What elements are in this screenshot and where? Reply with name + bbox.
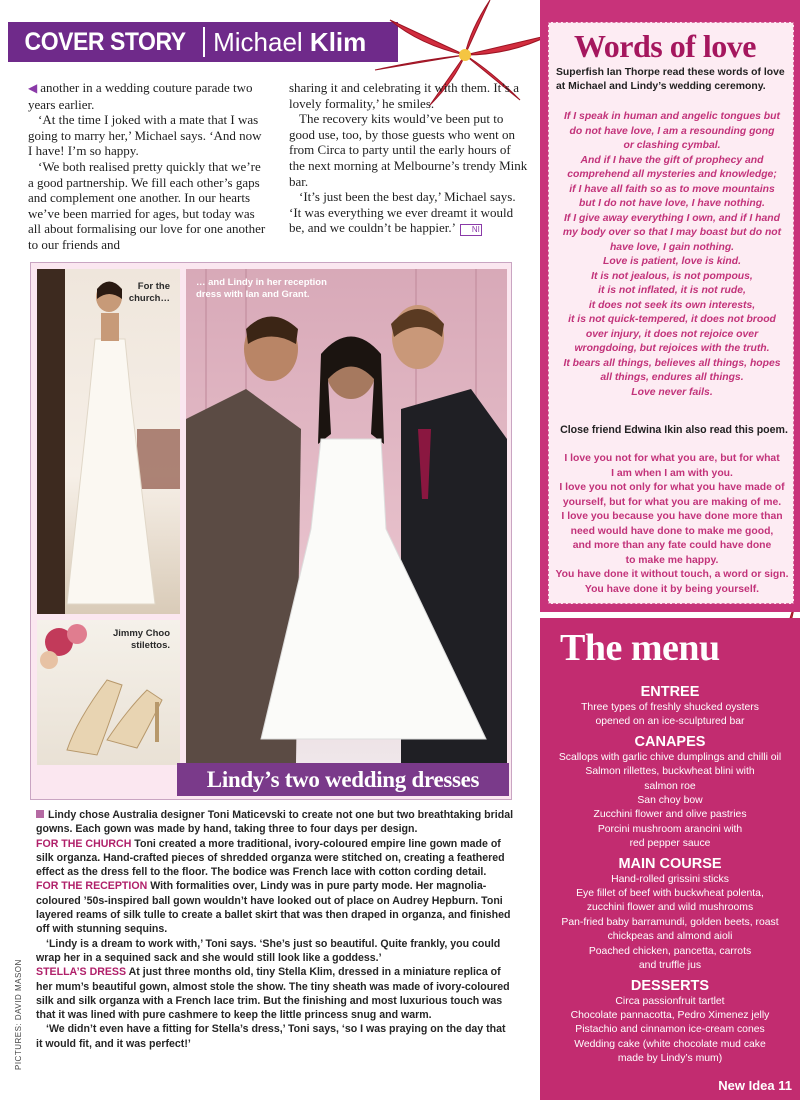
menu-item: Hand-rolled grissini sticks [611, 873, 729, 885]
menu-item: Eye fillet of beef with buckwheat polenta, [576, 888, 764, 900]
shoes-photo [37, 620, 180, 765]
church-label: FOR THE CHURCH [36, 837, 132, 850]
shoes-caption: Jimmy Choo stilettos. [112, 628, 170, 651]
menu-item: Porcini mushroom arancini with [597, 823, 743, 835]
paragraph: ◀ another in a wedding couture parade two years earlier. [28, 80, 253, 112]
article-column-1 [28, 80, 267, 253]
paragraph: The recovery kits would’ve been put to good use, too, by those guests who went on from Circa to party until the early hours of the next morning at Melbourne’s trendy Mink bar. [289, 111, 528, 189]
paragraph: Lindy chose Australia designer Toni Maticevski to create not one but two breathtaking bridal gowns. Each gown was made by hand, taking three to four days per design. FOR THE CHURCH Toni created a more traditional, ivory-coloured empire line gown made of silk organza. Hand-crafted pieces of shredded organza were stitched on, creating a feathered effect as the dress fell to the floor. The bodice was French lace with cotton cording detail. FOR THE RECEPTION With formalities over, Lindy was in pure party mode. Her magnolia-coloured ’50s-inspired ball gown wouldn’t have looked out of place on Audrey Hepburn. Toni layered reams of silk tulle to create a ballet skirt that was then draped in organza, and finished off with stunning sequins. [36, 809, 514, 936]
menu-item: Zucchini flower and olive pastries [593, 809, 747, 821]
menu-item: red pepper sauce [629, 838, 711, 850]
end-mark-icon: NI [460, 224, 482, 236]
section-label: COVER STORY [24, 27, 186, 56]
menu-list [548, 680, 792, 1067]
section-header [8, 22, 398, 62]
church-caption: For the church… [128, 281, 170, 304]
menu-section-entree: ENTREE [640, 684, 700, 700]
poem-one: If I speak in human and angelic tongues but do not have love, I am a resounding gong or clashing cymbal. And if I have the gift of prophecy and comprehend all mysteries and knowledge; if I have all faith so as to move mountains but I do not have love, I have nothing. If I give away everything I own, and if I hand my body over so that I may boast but do not have love, I gain nothing. Love is patient, love is kind. It is not jealous, is not pompous, it is not inflated, it is not rude, it does not seek its own interests, it is not quick-tempered, it does not brood over injury, it does not rejoice over wrongdoing, but rejoices with the truth. It bears all things, believes all things, hopes all things, endures all things. Love never fails. [562, 111, 782, 398]
article-body [28, 80, 528, 253]
subject-first-name: Michael [213, 26, 303, 57]
paragraph: ‘At the time I joked with a mate that I was going to marry her,’ Michael says. ‘And now I have! I’m so happy. [28, 112, 262, 159]
words-of-love-intro: Superfish Ian Thorpe read these words of love at Michael and Lindy’s wedding ceremony. [556, 67, 785, 92]
menu-item: Chocolate pannacotta, Pedro Ximenez jelly [570, 1009, 770, 1021]
paragraph: ‘Lindy is a dream to work with,’ Toni says. ‘She’s just so beautiful. Quite frankly, you could wrap her in a sequined sack and she would still look like a goddess.’ [36, 937, 501, 964]
header-divider [203, 27, 205, 57]
magazine-name: New Idea [718, 1078, 775, 1093]
square-bullet-icon [36, 810, 44, 818]
menu-item: Scallops with garlic chive dumplings and chilli oil [558, 751, 782, 763]
reception-caption: … and Lindy in her reception dress with Ian and Grant. [196, 277, 327, 300]
reception-dress-photo [186, 269, 507, 763]
menu-item: Pan-fried baby barramundi, golden beets, roast [561, 916, 779, 928]
paragraph: ‘It’s just been the best day,’ Michael says. ‘It was everything we ever dreamt it would be, and we couldn’t be happier.’ NI [289, 189, 516, 236]
paragraph: sharing it and celebrating it with them. It’s a lovely formality,’ he smiles. [289, 80, 519, 111]
photo-panel [30, 262, 512, 800]
menu-item: and truffle jus [638, 960, 702, 972]
arrow-left-icon: ◀ [28, 81, 38, 95]
words-of-love-title: Words of love [574, 28, 756, 64]
story-subject [213, 27, 366, 58]
paragraph: STELLA’S DRESS At just three months old, tiny Stella Klim, dressed in a miniature replica of her mum’s beautiful gown, almost stole the show. The tiny sheath was made of ivory-coloured silk and silk organza with a French lace trim. But the finishing and most luxurious touch was that it was lined with pure cashmere to keep the little princess snug and warm. [36, 966, 510, 1022]
menu-title: The menu [560, 627, 720, 669]
menu-item: opened on an ice-sculptured bar [595, 716, 745, 728]
menu-item: zucchini flower and wild mushrooms [586, 902, 754, 914]
menu-item: Salmon rillettes, buckwheat blini with [585, 766, 755, 778]
menu-item: chickpeas and almond aioli [607, 931, 733, 943]
stella-label: STELLA’S DRESS [36, 966, 127, 979]
reception-label: FOR THE RECEPTION [36, 880, 148, 893]
menu-item: Wedding cake (white chocolate mud cake [574, 1038, 766, 1050]
menu-item: Poached chicken, pancetta, carrots [588, 945, 752, 957]
menu-item: Circa passionfruit tartlet [615, 995, 725, 1007]
paragraph: ‘We both realised pretty quickly that we’re a good partnership. We fill each other’s gaps and complement one another. In our hearts we’ve been married for ages, but today was all about formalising our love for one another to our friends and [28, 158, 266, 252]
menu-section-canapes: CANAPES [634, 733, 706, 750]
paragraph: ‘We didn’t even have a fitting for Stella’s dress,’ Toni says, ‘so I was praying on the day that it would fit, and it was perfect!’ [36, 1023, 506, 1050]
menu-item: Three types of freshly shucked oysters [581, 702, 759, 713]
menu-item: made by Lindy’s mum) [617, 1053, 723, 1065]
poem-two: I love you not for what you are, but for what I am when I am with you. I love you not only for what you have made of yourself, but for what you are making of me. I love you because you have done more than need would have done to make me good, and more than any fate could have done to make me happy. You have done it without touch, a word or sign. You have done it by being yourself. [555, 453, 789, 595]
menu-item: San choy bow [637, 795, 703, 807]
menu-section-desserts: DESSERTS [630, 977, 710, 994]
photo-credit: PICTURES: DAVID MASON [14, 959, 23, 1070]
dresses-description [36, 808, 514, 1051]
church-dress-photo [37, 269, 180, 614]
poem-two-intro: Close friend Edwina Ikin also read this poem. [560, 424, 788, 436]
page-number: 11 [778, 1078, 792, 1093]
menu-item: salmon roe [644, 780, 696, 792]
subject-last-name: Klim [309, 26, 367, 57]
panel-title: Lindy’s two wedding dresses [177, 763, 509, 796]
page-footer [718, 1078, 792, 1093]
menu-section-main-course: MAIN COURSE [618, 855, 722, 872]
menu-item: Pistachio and cinnamon ice-cream cones [575, 1024, 765, 1036]
article-column-2 [289, 80, 528, 253]
